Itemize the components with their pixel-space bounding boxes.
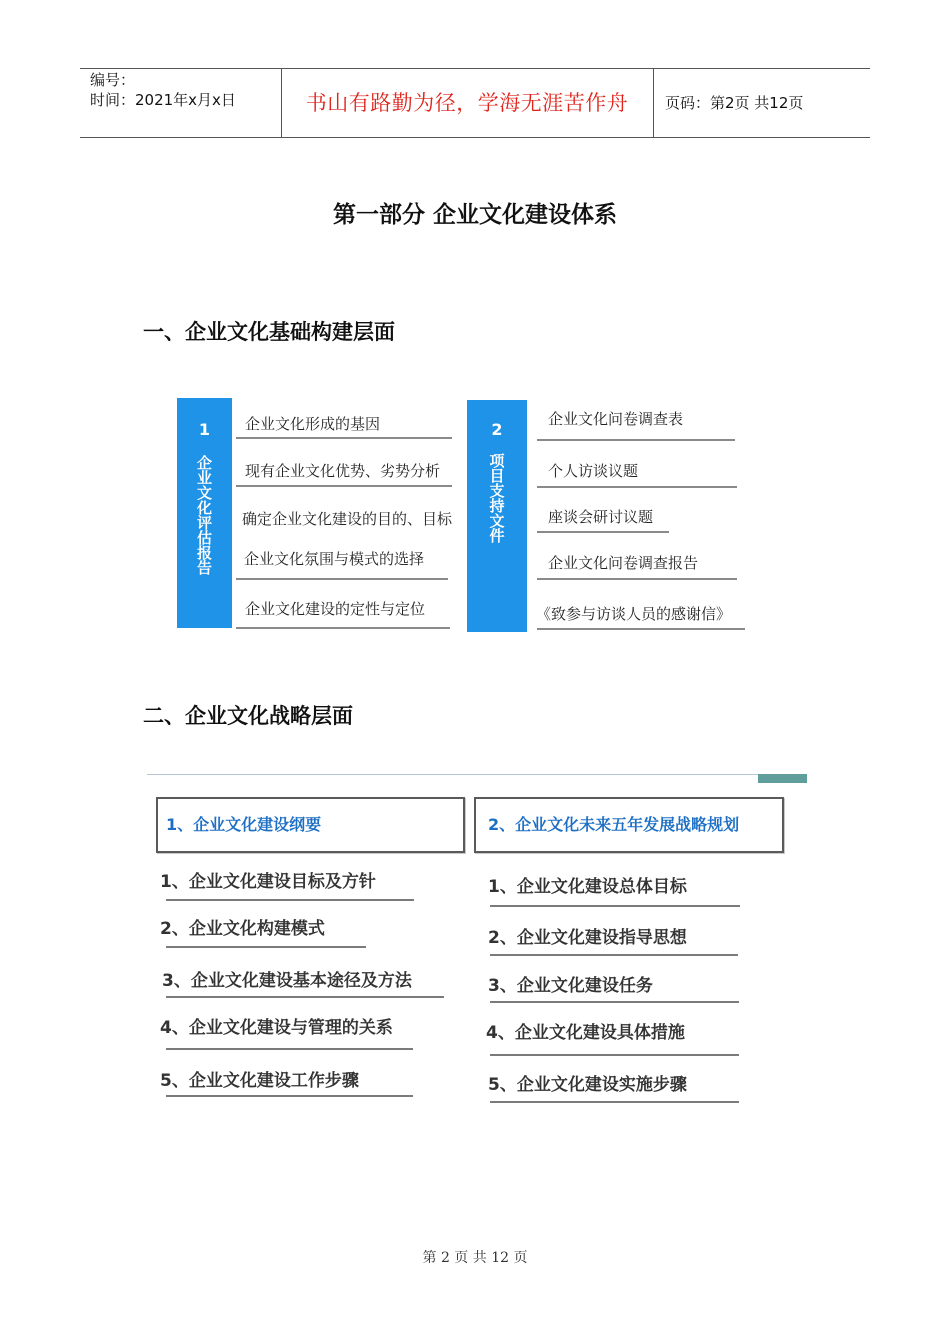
divider-line <box>147 774 758 775</box>
right-item: 企业文化问卷调查表 <box>548 410 684 428</box>
right-item: 2、企业文化建设指导思想 <box>488 928 687 948</box>
left-item: 4、企业文化建设与管理的关系 <box>160 1018 393 1038</box>
underline <box>537 628 745 630</box>
left-box <box>156 797 465 853</box>
right-item: 企业文化问卷调查报告 <box>548 554 699 572</box>
right-box <box>474 797 784 853</box>
underline <box>236 627 450 629</box>
number-label: 编号： <box>90 71 136 89</box>
right-bar-label: 项 目 支 持 文 件 <box>489 452 505 545</box>
underline <box>236 485 452 487</box>
right-item: 5、企业文化建设实施步骤 <box>488 1075 687 1095</box>
underline <box>490 1054 739 1056</box>
divider-accent <box>758 774 807 783</box>
underline <box>166 946 366 948</box>
page-title: 第一部分 企业文化建设体系 <box>332 202 617 228</box>
right-bar-number: 2 <box>491 420 503 439</box>
time-label: 时间：2021年x月x日 <box>90 91 236 109</box>
underline <box>490 1101 739 1103</box>
underline <box>537 531 669 533</box>
right-box-title: 2、企业文化未来五年发展战略规划 <box>488 815 740 834</box>
left-box-title: 1、企业文化建设纲要 <box>166 815 322 834</box>
header-motto: 书山有路勤为径，学海无涯苦作舟 <box>281 69 654 137</box>
right-item: 《致参与访谈人员的感谢信》 <box>536 605 732 623</box>
left-item: 5、企业文化建设工作步骤 <box>160 1071 359 1091</box>
underline <box>490 954 738 956</box>
left-item: 企业文化氛围与模式的选择 <box>244 550 425 568</box>
left-item: 2、企业文化构建模式 <box>160 919 325 939</box>
right-item: 4、企业文化建设具体措施 <box>486 1023 685 1043</box>
left-item: 确定企业文化建设的目的、目标 <box>242 510 453 528</box>
underline <box>166 1095 413 1097</box>
section1-heading: 一、企业文化基础构建层面 <box>143 320 395 344</box>
left-bar-label: 企 业 文 化 评 估 报 告 <box>196 454 212 577</box>
right-item: 个人访谈议题 <box>548 462 639 480</box>
left-item: 企业文化形成的基因 <box>245 415 381 433</box>
underline <box>166 996 444 998</box>
header-page-info: 页码：第2页 共12页 <box>665 94 804 112</box>
left-item: 3、企业文化建设基本途径及方法 <box>162 971 412 991</box>
underline <box>236 578 448 580</box>
underline <box>236 437 452 439</box>
right-bar <box>467 400 527 632</box>
left-bar <box>177 398 232 628</box>
underline <box>537 578 737 580</box>
underline <box>537 486 737 488</box>
header-meta-cell <box>80 69 282 137</box>
section2-heading: 二、企业文化战略层面 <box>143 704 353 728</box>
underline <box>537 439 735 441</box>
right-item: 座谈会研讨议题 <box>548 508 654 526</box>
underline <box>490 1001 739 1003</box>
underline <box>166 899 414 901</box>
left-bar-number: 1 <box>198 420 211 439</box>
underline <box>490 905 740 907</box>
right-item: 3、企业文化建设任务 <box>488 976 653 996</box>
underline <box>166 1048 413 1050</box>
left-item: 现有企业文化优势、劣势分析 <box>245 462 441 480</box>
document-header <box>80 68 870 138</box>
page-footer: 第 2 页 共 12 页 <box>422 1250 528 1266</box>
left-item: 企业文化建设的定性与定位 <box>245 600 426 618</box>
right-item: 1、企业文化建设总体目标 <box>488 877 687 897</box>
left-item: 1、企业文化建设目标及方针 <box>160 872 376 892</box>
